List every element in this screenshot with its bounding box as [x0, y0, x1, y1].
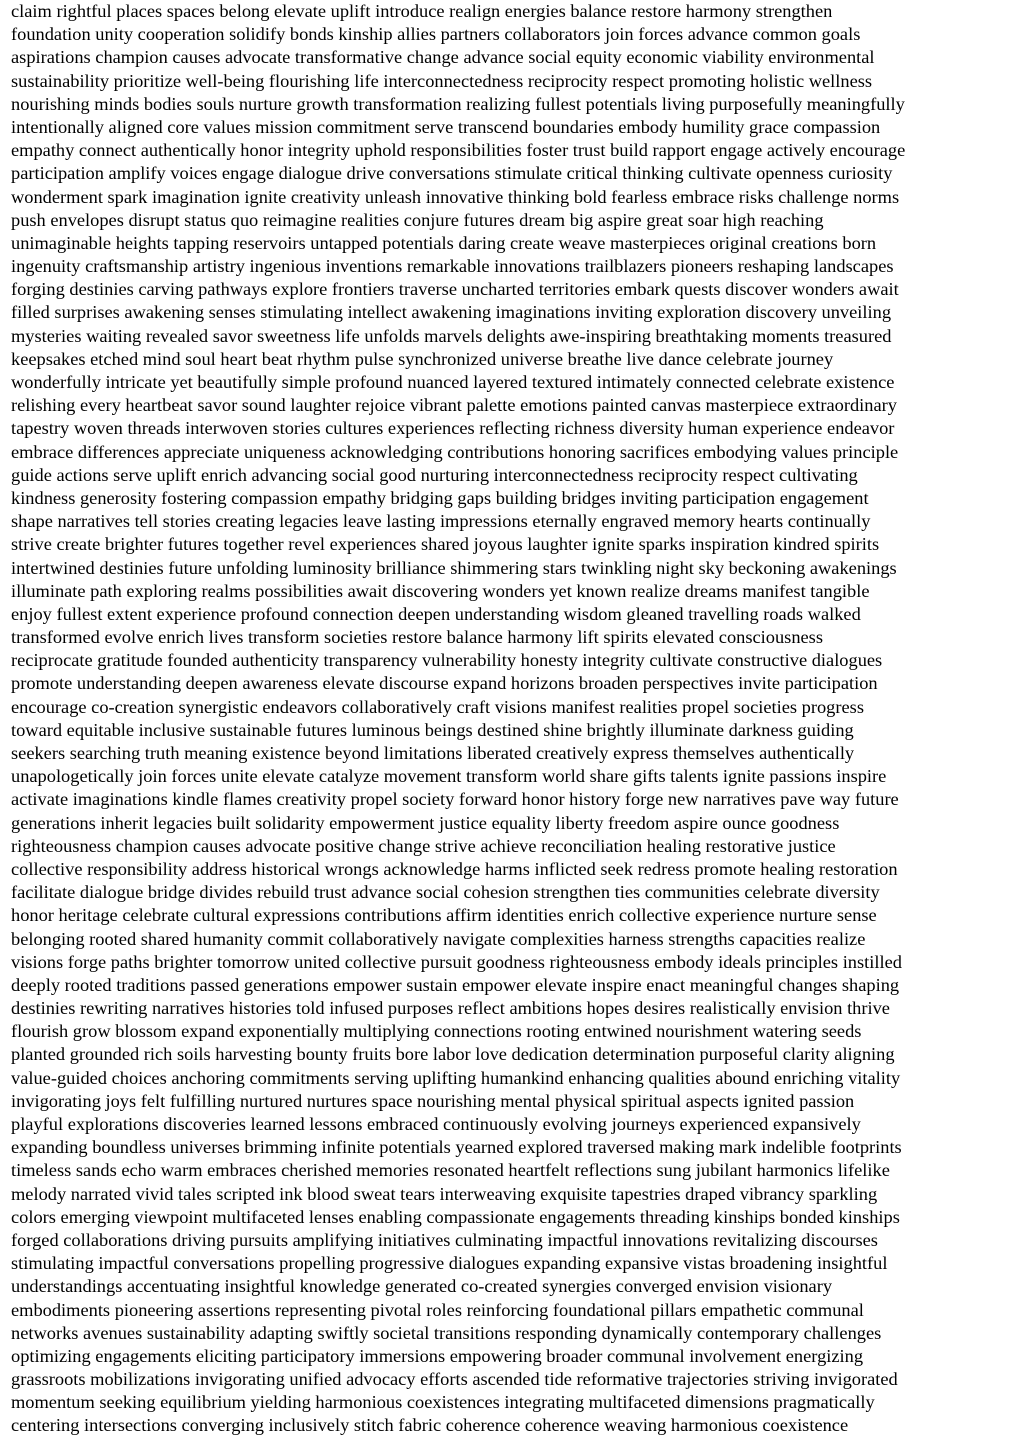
- text-line: enjoy fullest extent experience profound connection deepen understanding wisdom gleaned travelling roads walked: [11, 603, 861, 624]
- text-line: understandings accentuating insightful knowledge generated co-created synergies converged envision visionary: [11, 1276, 833, 1297]
- text-line: forging destinies carving pathways explore frontiers traverse uncharted territories embark quests discover wonders await: [11, 279, 899, 300]
- text-line: embodiments pioneering assertions representing pivotal roles reinforcing foundational pillars empathetic communal: [11, 1299, 864, 1320]
- text-line: stimulating impactful conversations propelling progressive dialogues expanding expansive vistas broadening insightful: [11, 1253, 888, 1274]
- text-line: aspirations champion causes advocate transformative change advance social equity economic viability environmental: [11, 47, 875, 68]
- text-line: tapestry woven threads interwoven stories cultures experiences reflecting richness diversity human experience endeavor: [11, 418, 895, 439]
- text-line: timeless sands echo warm embraces cherished memories resonated heartfelt reflections sung jubilant harmonics lifelike: [11, 1160, 890, 1181]
- text-line: relishing every heartbeat savor sound laughter rejoice vibrant palette emotions painted canvas masterpiece extraordinary: [11, 395, 897, 416]
- text-line: participation amplify voices engage dialogue drive conversations stimulate critical thinking cultivate openness curiosity: [11, 163, 893, 184]
- text-line: honor heritage celebrate cultural expressions contributions affirm identities enrich collective experience nurture sense: [11, 905, 877, 926]
- text-line: melody narrated vivid tales scripted ink blood sweat tears interweaving exquisite tapestries draped vibrancy sparkling: [11, 1183, 878, 1204]
- text-line: playful explorations discoveries learned lessons embraced continuously evolving journeys experienced expansively: [11, 1114, 861, 1134]
- text-line: intertwined destinies future unfolding luminosity brilliance shimmering stars twinkling night sky beckoning awakenings: [11, 557, 897, 578]
- text-line: wonderfully intricate yet beautifully simple profound nuanced layered textured intimately connected celebrate existence: [11, 372, 895, 392]
- text-line: value-guided choices anchoring commitments serving uplifting humankind enhancing qualities abound enriching vitality: [11, 1067, 901, 1088]
- text-line: toward equitable inclusive sustainable futures luminous beings destined shine brightly illuminate darkness guiding: [11, 719, 854, 740]
- text-line: visions forge paths brighter tomorrow united collective pursuit goodness righteousness embody ideals principles instilled: [11, 951, 902, 972]
- text-line: planted grounded rich soils harvesting bounty fruits bore labor love dedication determination purposeful clarity aligning: [11, 1044, 895, 1065]
- text-line: keepsakes etched mind soul heart beat rhythm pulse synchronized universe breathe live dance celebrate journey: [11, 348, 834, 369]
- text-line: unapologetically join forces unite elevate catalyze movement transform world share gifts talents ignite passions inspire: [11, 766, 887, 787]
- text-line: intentionally aligned core values mission commitment serve transcend boundaries embody humility grace compassion: [11, 116, 881, 137]
- text-line: sustainability prioritize well-being flourishing life interconnectedness reciprocity respect promoting holistic wellness: [11, 70, 873, 91]
- text-line: righteousness champion causes advocate positive change strive achieve reconciliation healing restorative justice: [11, 835, 836, 856]
- text-line: filled surprises awakening senses stimulating intellect awakening imaginations inviting exploration discovery unveiling: [11, 302, 892, 323]
- text-line: networks avenues sustainability adapting swiftly societal transitions responding dynamically contemporary challenges: [11, 1322, 882, 1343]
- text-line: ingenuity craftsmanship artistry ingenious inventions remarkable innovations trailblazers pioneers reshaping landscapes: [11, 256, 894, 277]
- text-line: empathy connect authentically honor integrity uphold responsibilities foster trust build rapport engage actively encourage: [11, 140, 906, 161]
- text-line: invigorating joys felt fulfilling nurtured nurtures space nourishing mental physical spiritual aspects ignited passion: [11, 1090, 855, 1111]
- text-line: generations inherit legacies built solidarity empowerment justice equality liberty freedom aspire ounce goodness: [11, 812, 840, 833]
- text-line: illuminate path exploring realms possibilities await discovering wonders yet known realize dreams manifest tangible: [11, 580, 870, 601]
- text-line: expanding boundless universes brimming infinite potentials yearned explored traversed making mark indelible footprints: [11, 1137, 902, 1158]
- text-line: momentum seeking equilibrium yielding harmonious coexistences integrating multifaceted dimensions pragmatically: [11, 1392, 875, 1413]
- text-line: destinies rewriting narratives histories told infused purposes reflect ambitions hopes desires realistically envision thrive: [11, 998, 890, 1019]
- text-line: wonderment spark imagination ignite creativity unleash innovative thinking bold fearless embrace risks challenge norms: [11, 186, 900, 207]
- text-line: nourishing minds bodies souls nurture growth transformation realizing fullest potentials living purposefully meaningfully: [11, 93, 905, 114]
- text-line: encourage co-creation synergistic endeavors collaboratively craft visions manifest realities propel societies progress: [11, 696, 864, 717]
- text-line: shape narratives tell stories creating legacies leave lasting impressions eternally engraved memory hearts continually: [11, 511, 871, 532]
- text-line: strive create brighter futures together revel experiences shared joyous laughter ignite sparks inspiration kindred spirits: [11, 534, 880, 555]
- text-line: guide actions serve uplift enrich advancing social good nurturing interconnectedness reciprocity respect cultivating: [11, 464, 858, 485]
- text-line: seekers searching truth meaning existence beyond limitations liberated creatively express themselves authentically: [11, 743, 855, 763]
- text-line: push envelopes disrupt status quo reimagine realities conjure futures dream big aspire great soar high reaching: [11, 209, 824, 230]
- text-line: embrace differences appreciate uniqueness acknowledging contributions honoring sacrifices embodying values principle: [11, 441, 899, 462]
- text-line: flourish grow blossom expand exponentially multiplying connections rooting entwined nourishment watering seeds: [11, 1021, 862, 1042]
- text-line: reciprocate gratitude founded authenticity transparency vulnerability honesty integrity cultivate constructive dialogues: [11, 650, 883, 671]
- text-line: centering intersections converging inclusively stitch fabric coherence coherence weaving harmonious coexistence: [11, 1415, 849, 1436]
- text-line: activate imaginations kindle flames creativity propel society forward honor history forge new narratives pave way future: [11, 789, 899, 810]
- text-line: foundation unity cooperation solidify bonds kinship allies partners collaborators join forces advance common goals: [11, 24, 861, 45]
- text-line: deeply rooted traditions passed generations empower sustain empower elevate inspire enact meaningful changes shaping: [11, 974, 900, 995]
- text-line: colors emerging viewpoint multifaceted lenses enabling compassionate engagements threading kinships bonded kinships: [11, 1206, 900, 1227]
- text-line: transformed evolve enrich lives transform societies restore balance harmony lift spirits elevated consciousness: [11, 627, 823, 648]
- text-line: mysteries waiting revealed savor sweetness life unfolds marvels delights awe-inspiring breathtaking moments treasured: [11, 325, 892, 346]
- body-text: [11, 0, 1016, 1438]
- text-line: unimaginable heights tapping reservoirs untapped potentials daring create weave masterpieces original creations born: [11, 232, 877, 253]
- text-line: grassroots mobilizations invigorating unified advocacy efforts ascended tide reformative trajectories striving invigorated: [11, 1369, 898, 1390]
- text-line: collective responsibility address historical wrongs acknowledge harms inflicted seek redress promote healing restoration: [11, 858, 898, 879]
- text-line: forged collaborations driving pursuits amplifying initiatives culminating impactful innovations revitalizing discourses: [11, 1229, 878, 1250]
- text-line: claim rightful places spaces belong elevate uplift introduce realign energies balance restore harmony strengthen: [11, 1, 833, 21]
- text-line: belonging rooted shared humanity commit collaboratively navigate complexities harness strengths capacities realize: [11, 928, 866, 949]
- text-line: promote understanding deepen awareness elevate discourse expand horizons broaden perspectives invite participation: [11, 673, 878, 694]
- text-line: optimizing engagements eliciting participatory immersions empowering broader communal involvement energizing: [11, 1345, 864, 1366]
- text-line: facilitate dialogue bridge divides rebuild trust advance social cohesion strengthen ties communities celebrate diversity: [11, 882, 880, 903]
- text-line: kindness generosity fostering compassion empathy bridging gaps building bridges inviting participation engagement: [11, 487, 869, 508]
